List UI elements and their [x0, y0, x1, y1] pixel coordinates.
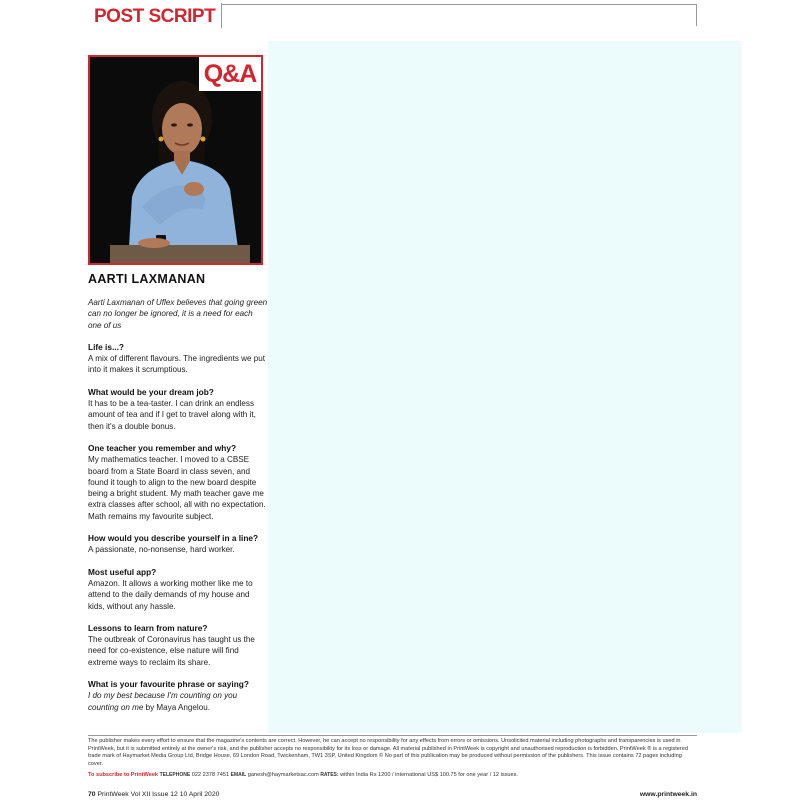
answer — [88, 690, 268, 713]
question: Lessons to learn from nature? — [88, 622, 208, 633]
disclaimer-text: The publisher makes every effort to ensure that the magazine's contents are correct. However, he can accept no responsibility for any effects from errors or omissions. Unsolicited material including photographs and transparencies is used in PrintWeek, but it is submitted entirely at the owner's risk, and the publisher accepts no responsibility for its loss or damage. All material published in PrintWeek is copyright and unauthorised reproduction is forbidden. PrintWeek ® is a registered trade mark of Haymarket Media Group Ltd, Bridge House, 69 London Road, Twickenham, TW1 3SP, United Kingdom © No part of this publication may be produced without permission of the publishers. This issue contains 72 pages including cover. — [88, 738, 688, 767]
answer: A mix of different flavours. The ingredients we put into it makes it scrumptious. — [88, 354, 265, 375]
volume-issue: Vol XII Issue 12 — [130, 791, 178, 798]
portrait-photo — [88, 55, 263, 265]
subscribe-link[interactable]: To subscribe to PrintWeek — [88, 772, 159, 778]
qa-item — [88, 342, 268, 376]
answer-quote: I do my best because I'm counting on you counting on me — [88, 691, 238, 712]
qa-badge: Q&A — [199, 57, 261, 91]
intro-text: Aarti Laxmanan of Uflex believes that going green can no longer be ignored, it is a need for each one of us — [88, 298, 268, 330]
telephone-label: TELEPHONE — [159, 772, 191, 778]
qa-item — [88, 623, 268, 668]
answer-attribution: by Maya Angelou. — [143, 702, 210, 712]
question: What is your favourite phrase or saying? — [88, 679, 249, 690]
qa-item — [88, 533, 268, 556]
question: Most useful app? — [88, 566, 157, 577]
answer: It has to be a tea-taster. I can drink an endless amount of tea and if I get to travel along with it, then it's a double bonus. — [88, 399, 256, 431]
publication-name: PrintWeek — [97, 791, 129, 798]
rates-text: within India Rs 1200 / international US$ 100.75 for one year / 12 issues. — [340, 772, 518, 778]
footer-rule — [88, 735, 697, 736]
interview-column — [88, 297, 268, 724]
qa-item — [88, 387, 268, 432]
answer: The outbreak of Coronavirus has taught us the need for co-existence, else nature will find extreme ways to reclaim its share. — [88, 635, 255, 667]
email-label: EMAIL — [230, 772, 247, 778]
website-url[interactable]: www.printweek.in — [639, 791, 697, 798]
question: How would you describe yourself in a line? — [88, 533, 259, 544]
section-title: POST SCRIPT — [88, 3, 222, 28]
issue-date: 10 April 2020 — [179, 791, 220, 798]
question: What would be your dream job? — [88, 386, 214, 397]
telephone-number: 022 2378 7451 — [191, 772, 230, 778]
qa-item — [88, 443, 268, 522]
subscription-info — [88, 772, 697, 780]
side-panel — [268, 41, 742, 733]
folio — [88, 791, 219, 798]
answer: My mathematics teacher. I moved to a CBSE board from a State Board in class seven, and found it tough to align to the new board despite being a bright student. My math teacher gave me extra classes after school, all with no expectation. Math remains my favourite subject. — [88, 455, 266, 521]
question: Life is...? — [88, 341, 124, 352]
answer: A passionate, no-nonsense, hard worker. — [88, 545, 235, 555]
qa-item — [88, 679, 268, 713]
rates-label: RATES: — [320, 772, 339, 778]
page-number: 70 — [88, 791, 96, 798]
qa-item — [88, 567, 268, 612]
interviewee-name: AARTI LAXMANAN — [88, 272, 206, 286]
question: One teacher you remember and why? — [88, 442, 237, 453]
answer: Amazon. It allows a working mother like me to attend to the daily demands of my house and kids, without any hassle. — [88, 578, 253, 611]
email-address[interactable]: ganesh@haymarketsac.com — [247, 772, 319, 778]
